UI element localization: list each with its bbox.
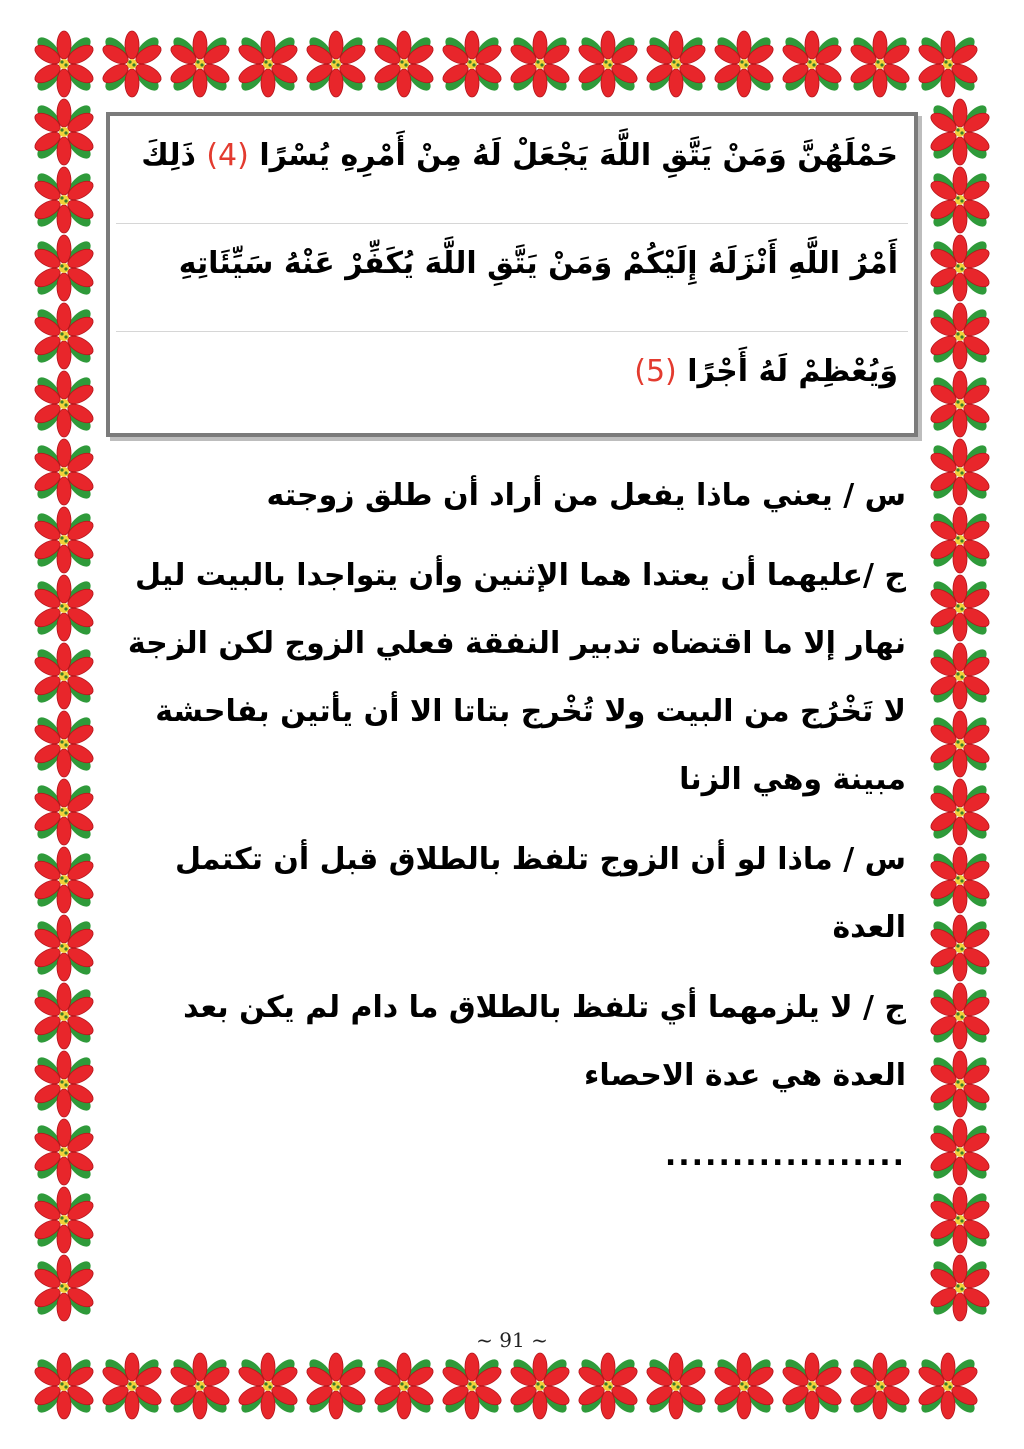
poinsettia-flower-icon: [30, 778, 98, 846]
poinsettia-flower-icon: [710, 30, 778, 98]
poinsettia-flower-icon: [30, 234, 98, 302]
poinsettia-flower-icon: [30, 982, 98, 1050]
poinsettia-flower-icon: [302, 1352, 370, 1420]
poinsettia-flower-icon: [370, 1352, 438, 1420]
poinsettia-flower-icon: [98, 1352, 166, 1420]
poinsettia-flower-icon: [926, 234, 994, 302]
poinsettia-flower-icon: [914, 30, 982, 98]
poinsettia-flower-icon: [370, 30, 438, 98]
poinsettia-flower-icon: [30, 642, 98, 710]
poinsettia-flower-icon: [926, 710, 994, 778]
poinsettia-flower-icon: [30, 710, 98, 778]
poinsettia-flower-icon: [926, 506, 994, 574]
poinsettia-flower-icon: [778, 1352, 846, 1420]
poinsettia-flower-icon: [926, 370, 994, 438]
poinsettia-flower-icon: [30, 30, 98, 98]
poinsettia-flower-icon: [710, 1352, 778, 1420]
poinsettia-flower-icon: [438, 30, 506, 98]
poinsettia-flower-icon: [926, 302, 994, 370]
poinsettia-flower-icon: [302, 30, 370, 98]
poinsettia-flower-icon: [30, 1254, 98, 1322]
poinsettia-flower-icon: [926, 574, 994, 642]
poinsettia-flower-icon: [30, 506, 98, 574]
poinsettia-flower-icon: [926, 642, 994, 710]
verse-line-2-text: أَمْرُ اللَّهِ أَنْزَلَهُ إِلَيْكُمْ وَمَنْ يَتَّقِ اللَّهَ يُكَفِّرْ عَنْهُ سَيِّئَاتِهِ: [178, 246, 898, 281]
verse-line-1-tail: ذَلِكَ: [141, 138, 196, 173]
poinsettia-flower-icon: [846, 30, 914, 98]
poinsettia-flower-icon: [846, 1352, 914, 1420]
continuation-dots: ..................: [664, 1138, 906, 1173]
poinsettia-flower-icon: [926, 1118, 994, 1186]
border-right: [926, 98, 994, 1352]
poinsettia-flower-icon: [926, 1186, 994, 1254]
page-number: ~ 91 ~: [476, 1328, 548, 1352]
poinsettia-flower-icon: [166, 30, 234, 98]
poinsettia-flower-icon: [574, 30, 642, 98]
poinsettia-flower-icon: [30, 574, 98, 642]
poinsettia-flower-icon: [926, 438, 994, 506]
poinsettia-flower-icon: [926, 1254, 994, 1322]
poinsettia-flower-icon: [30, 1050, 98, 1118]
poinsettia-flower-icon: [166, 1352, 234, 1420]
ayah-number-5: (5): [634, 354, 677, 389]
poinsettia-flower-icon: [506, 1352, 574, 1420]
poinsettia-flower-icon: [914, 1352, 982, 1420]
poinsettia-flower-icon: [30, 846, 98, 914]
answer-2: ج / لا يلزمهما أي تلفظ بالطلاق ما دام لم يكن بعد العدة هي عدة الاحصاء: [183, 990, 906, 1093]
poinsettia-flower-icon: [30, 1118, 98, 1186]
poinsettia-flower-icon: [98, 30, 166, 98]
verse-line-2: [116, 224, 908, 332]
poinsettia-flower-icon: [438, 1352, 506, 1420]
poinsettia-flower-icon: [30, 438, 98, 506]
poinsettia-flower-icon: [926, 166, 994, 234]
border-left: [30, 98, 98, 1352]
poinsettia-flower-icon: [30, 370, 98, 438]
verse-line-1-text: حَمْلَهُنَّ وَمَنْ يَتَّقِ اللَّهَ يَجْعَلْ لَهُ مِنْ أَمْرِهِ يُسْرًا: [259, 138, 898, 173]
qa-section: [118, 462, 906, 1190]
verse-line-3: [116, 332, 908, 440]
border-bottom: [30, 1352, 994, 1420]
poinsettia-flower-icon: [926, 982, 994, 1050]
poinsettia-flower-icon: [926, 778, 994, 846]
ayah-number-4: (4): [206, 138, 249, 173]
poinsettia-flower-icon: [926, 846, 994, 914]
poinsettia-flower-icon: [642, 1352, 710, 1420]
verse-line-3-text: وَيُعْظِمْ لَهُ أَجْرًا: [687, 354, 898, 389]
poinsettia-flower-icon: [234, 30, 302, 98]
poinsettia-flower-icon: [778, 30, 846, 98]
poinsettia-flower-icon: [234, 1352, 302, 1420]
poinsettia-flower-icon: [30, 1186, 98, 1254]
poinsettia-flower-icon: [926, 1050, 994, 1118]
poinsettia-flower-icon: [926, 98, 994, 166]
poinsettia-flower-icon: [926, 914, 994, 982]
verse-line-1: [116, 116, 908, 224]
poinsettia-flower-icon: [30, 302, 98, 370]
question-2: س / ماذا لو أن الزوج تلفظ بالطلاق قبل أن تكتمل العدة: [174, 842, 906, 945]
question-1: س / يعني ماذا يفعل من أراد أن طلق زوجته: [266, 478, 906, 513]
poinsettia-flower-icon: [30, 1352, 98, 1420]
poinsettia-flower-icon: [574, 1352, 642, 1420]
poinsettia-flower-icon: [506, 30, 574, 98]
answer-1: ج /عليهما أن يعتدا هما الإثنين وأن يتواجدا بالبيت ليل نهار إلا ما اقتضاه تدبير النفقة فعلي الزوج لكن الزجة لا تَخْرُج من البيت ولا تُخْرج بتاتا الا أن يأتين بفاحشة مبينة وهي الزنا: [127, 558, 906, 797]
poinsettia-flower-icon: [30, 914, 98, 982]
border-top: [30, 30, 994, 98]
poinsettia-flower-icon: [642, 30, 710, 98]
poinsettia-flower-icon: [30, 166, 98, 234]
quran-verse-frame: [106, 112, 918, 437]
poinsettia-flower-icon: [30, 98, 98, 166]
